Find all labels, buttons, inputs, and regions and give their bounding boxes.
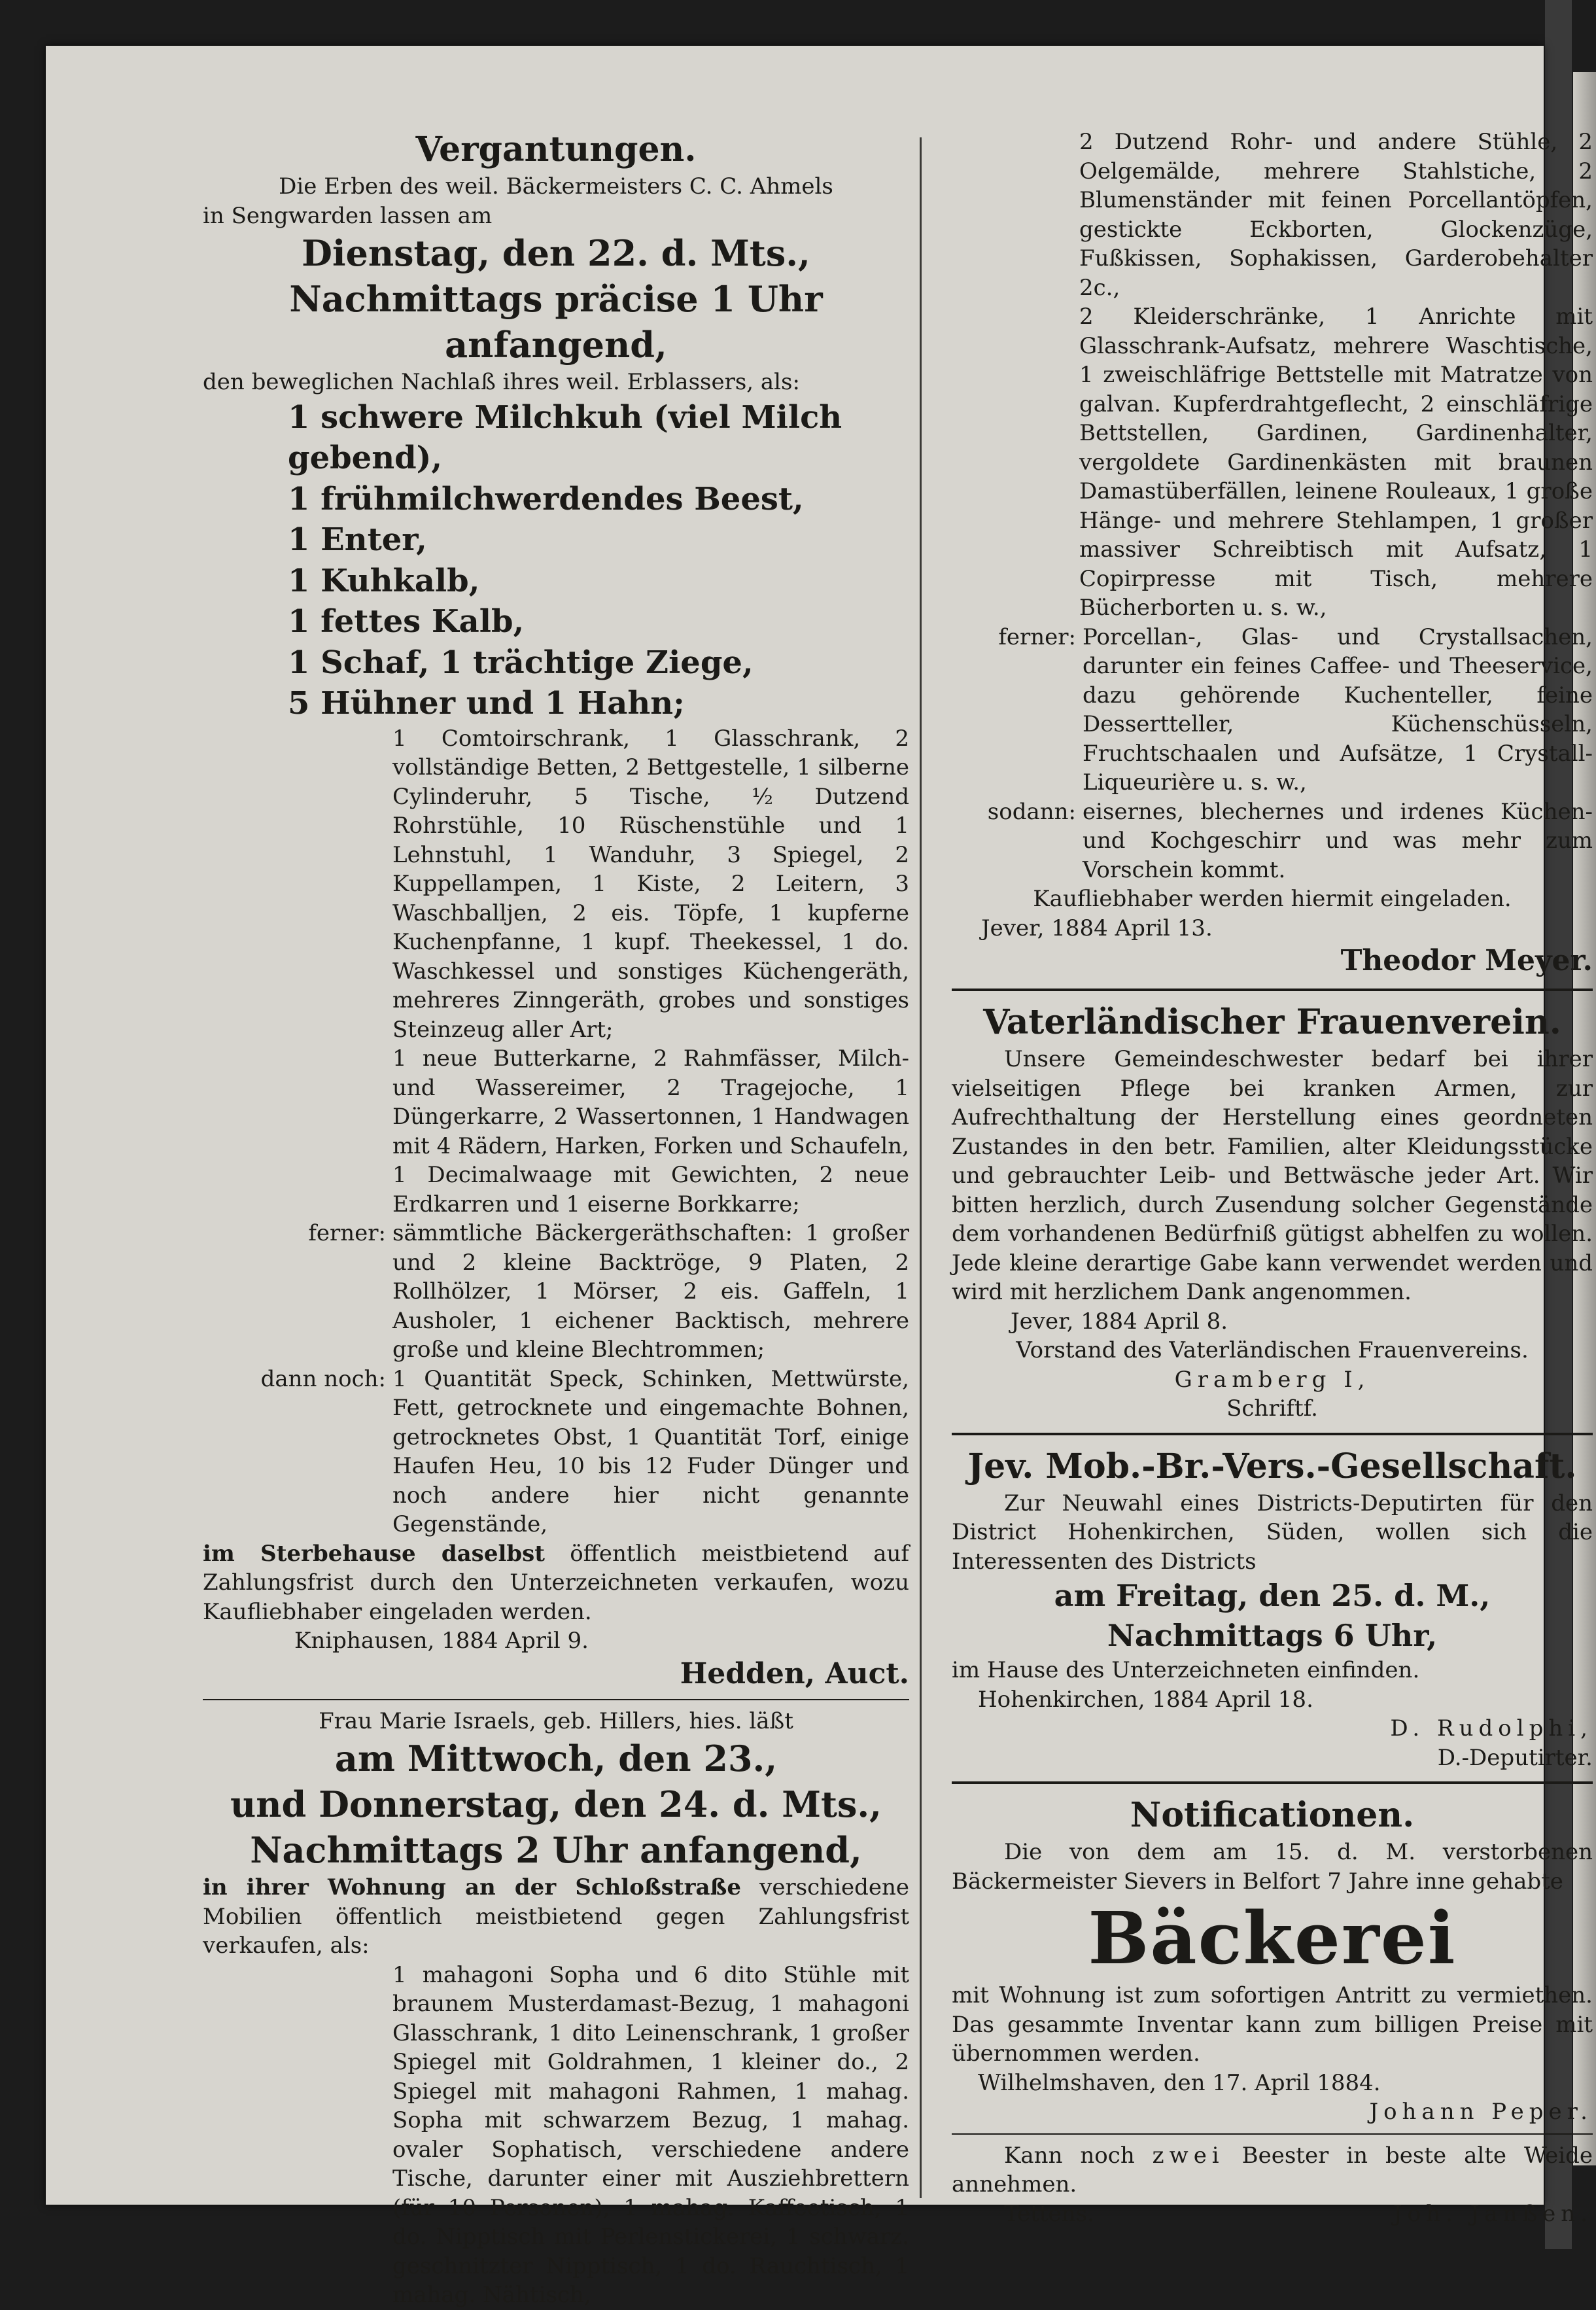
bakery-tools-list: sämmtliche Bäckergeräthschaften: 1 großer und 2 kleine Backtröge, 9 Platen, 2 Rollhölzer, 1 Mörser, 2 eis. Gaffeln, 1 Ausholer, 1 eichener Backtisch, mehrere große und kleine Blechtrommen; [392, 1220, 909, 1363]
meeting-date: am Freitag, den 25. d. M., [1054, 1578, 1491, 1613]
ferner-label: ferner: [998, 623, 1076, 650]
notice-body: Unsere Gemeindeschwester bedarf bei ihrer vielseitigen Pflege bei kranken Armen, zur Aufrechthaltung der Herstellung eines geordneten Zustandes in den betr. Familien, alter Kleidungsstücke und gebrauchter Leib- und Bettwäsche jeder Art. Wir bitten herzlich, durch Zusendung solcher Gegenstände dem vorhandenen Bedürfniß gütigst abhelfen zu wollen. Jede kleine derartige Gabe kann verwendet werden und wird mit herzlichem Dank angenommen. [952, 1046, 1593, 1305]
auction-notice-israels [203, 1707, 909, 2310]
place-date: Jever, 1884 April 13. [981, 915, 1213, 941]
sale-details [203, 1873, 909, 1961]
auction-date: Dienstag, den 22. d. Mts., [302, 232, 810, 274]
chairs-paintings-list: 2 Dutzend Rohr- und andere Stühle, 2 Oelgemälde, mehrere Stahlstiche, 2 Blumenständer mit feinen Porcellantöpfen, gestickte Eckborten, Glockenzüge, Fußkissen, Sophakissen, Garderobehalter 2c., [1079, 129, 1593, 301]
right-column [952, 128, 1593, 2228]
wardrobes-list: 2 Kleiderschränke, 1 Anrichte mit Glasschrank-Aufsatz, mehrere Waschtische, 1 zweischläfrige Bettstelle mit Matratze von galvan. Kupferdrahtgeflecht, 2 einschläfrige Bettstellen, Gardinen, Gardinenhalter, vergoldete Gardinenkästen mit braunen Damastüberfällen, leinene Rouleaux, 1 große Hänge- und mehrere Stehlampen, 1 großer massiver Schreibtisch mit Aufsatz, 1 Copirpresse mit Tisch, mehrere Bücherborten u. s. w., [1079, 304, 1593, 621]
notice-intro: Frau Marie Israels, geb. Hillers, hies. läßt [319, 1707, 793, 1734]
estate-lead: den beweglichen Nachlaß ihres weil. Erblassers, als: [203, 369, 800, 395]
deputy-role: D.-Deputirter. [1437, 1744, 1593, 1771]
notice-title: Vaterländischer Frauenverein. [983, 1002, 1561, 1042]
notice-intro-1: Die Erben des weil. Bäckermeisters C. C. Ahmels [279, 173, 833, 200]
porcelain-list: Porcellan-, Glas- und Crystallsachen, darunter ein feines Caffee- und Theeservice, dazu gehörende Kuchenteller, feine Dessertteller, Küchenschüsseln, Fruchtschaalen und Aufsätze, 1 Crystall-Liqueurière u. s. w., [1083, 623, 1593, 796]
notice-separator [952, 2133, 1593, 2135]
deputy-name: D. Rudolphi, [1390, 1715, 1593, 1741]
notice-separator [952, 1781, 1593, 1784]
column-divider [920, 137, 922, 2198]
auction-date-1: am Mittwoch, den 23., [334, 1738, 778, 1779]
livestock-list [203, 397, 909, 724]
secretary-role: Schriftf. [1226, 1395, 1318, 1422]
sodann-label: sodann: [987, 798, 1076, 825]
notifications-notice [952, 1793, 1593, 2127]
dann-noch-label: dann noch: [260, 1365, 386, 1392]
livestock-item: 1 Kuhkalb, [288, 562, 480, 599]
mobilien-list: 1 mahagoni Sopha und 6 dito Stühle mit braunem Musterdamast-Bezug, 1 mahagoni Glasschrank, 1 dito Leinenschrank, 1 großer Spiegel mit Goldrahmen, 1 kleiner do., 2 Spiegel mit mahagoni Rahmen, 1 mahag. Sopha mit schwarzem Bezug, 1 mahag. ovaler Sophatisch, verschiedene andere Tische, darunter einer mit Ausziehbrettern (für 10 Personen), 1 mahag. Kaffeetisch, 1 do. Nipptisch mit Perlenstickerei, 1 schwarz. geschnitzter Nipptisch, 1 do. Rauchtisch, 1 mahag. Nähtisch, [392, 1961, 909, 2308]
auction-notice-ahmels [203, 128, 909, 1692]
livestock-item: 1 Enter, [288, 521, 427, 558]
auction-notice-continued [952, 128, 1593, 979]
place-date: Kniphausen, 1884 April 9. [294, 1628, 589, 1654]
notice-body [952, 2141, 1593, 2199]
pasture-notice [952, 2141, 1593, 2229]
notice-title: Vergantungen. [415, 130, 697, 169]
meeting-time: Nachmittags 6 Uhr, [1107, 1618, 1438, 1653]
farm-tools-list: 1 neue Butterkarne, 2 Rahmfässer, Milch- und Wassereimer, 2 Tragejoche, 1 Düngerkarre, 2 Wassertonnen, 1 Handwagen mit 4 Rädern, Harken, Forken und Schaufeln, 1 Decimalwaage mit Gewichten, 2 neue Erdkarren und 1 eiserne Borkkarre; [392, 1045, 909, 1217]
sale-details-text: verschiedene Mobilien öffentlich meistbietend gegen Zahlungsfrist verkaufen, als: [203, 1874, 909, 1959]
furniture-list: 1 Comtoirschrank, 1 Glasschrank, 2 vollständige Betten, 2 Bettgestelle, 1 silberne Cylinderuhr, 5 Tische, ½ Dutzend Rohrstühle, 10 Rüschenstühle und 1 Lehnstuhl, 1 Wanduhr, 3 Spiegel, 2 Kuppellampen, 1 Kiste, 2 Leitern, 3 Waschballjen, 2 eis. Töpfe, 1 kupferne Kuchenpfanne, 1 kupf. Theekessel, 1 do. Waschkessel und sonstiges Küchengeräth, mehreres Zinngeräth, grobes und sonstiges Steinzeug aller Art; [392, 725, 909, 1043]
kitchenware-entry [952, 797, 1593, 885]
provisions-entry [203, 1365, 909, 1539]
notice-body-2: mit Wohnung ist zum sofortigen Antritt zu vermiethen. Das gesammte Inventar kann zum billigen Preise mit übernommen werden. [952, 1982, 1593, 2067]
ferner-label: ferner: [308, 1220, 386, 1246]
frauenverein-notice [952, 1000, 1593, 1424]
insurance-notice [952, 1444, 1593, 1773]
place-date: Jever, 1884 April 8. [1011, 1308, 1228, 1335]
signature-janssen: Joh. Janßen. [1393, 2200, 1593, 2227]
left-column [203, 128, 909, 2310]
signature-hedden: Hedden, Auct. [680, 1656, 909, 1690]
kitchenware-list: eisernes, blechernes und irdenes Küchen- und Kochgeschirr und was mehr zum Vorschein kommt. [1083, 798, 1593, 883]
notice-intro-2: in Sengwarden lassen am [203, 202, 493, 229]
signature-meyer: Theodor Meyer. [1340, 944, 1593, 977]
place-date: Wilhelmshaven, den 17. April 1884. [978, 2069, 1381, 2096]
livestock-item: 1 fettes Kalb, [288, 603, 525, 640]
notice-title: Jev. Mob.-Br.-Vers.-Gesellschaft. [967, 1446, 1577, 1486]
secretary-name: Gramberg I, [1174, 1366, 1370, 1393]
place-date: Hohenkirchen, 1884 April 18. [978, 1686, 1313, 1713]
auction-date-2: und Donnerstag, den 24. d. Mts., [230, 1783, 882, 1825]
notice-separator [203, 1699, 909, 1700]
livestock-item: 1 frühmilchwerdendes Beest, [288, 480, 804, 517]
meeting-location: im Hause des Unterzeichneten einfinden. [952, 1657, 1420, 1683]
auction-time: Nachmittags 2 Uhr anfangend, [250, 1829, 862, 1871]
livestock-item: 1 Schaf, 1 trächtige Ziege, [288, 644, 754, 681]
notice-title: Notificationen. [1130, 1795, 1415, 1835]
notice-body-post: Beester in beste alte Weide annehmen. [952, 2142, 1593, 2197]
newspaper-page [46, 46, 1593, 2308]
livestock-item: 5 Hühner und 1 Hahn; [288, 685, 685, 722]
notice-body-emph: zwei [1152, 2142, 1224, 2169]
auction-time: Nachmittags präcise 1 Uhr anfangend, [289, 278, 823, 366]
invitation: Kaufliebhaber werden hiermit eingeladen. [1033, 886, 1512, 912]
notice-body: Zur Neuwahl eines Districts-Deputirten für den District Hohenkirchen, Süden, wollen sich die Interessenten des Districts [952, 1490, 1593, 1575]
bakery-headline: Bäckerei [1088, 1896, 1457, 1980]
notice-body-pre: Kann noch [1004, 2142, 1153, 2169]
sale-terms [203, 1539, 909, 1627]
porcelain-entry [952, 623, 1593, 797]
board-name: Vorstand des Vaterländischen Frauenvereins. [1016, 1337, 1529, 1363]
sale-location: im Sterbehause daselbst [203, 1540, 545, 1567]
provisions-list: 1 Quantität Speck, Schinken, Mettwürste, Fett, getrocknete und eingemachte Bohnen, getrocknetes Obst, 1 Quantität Torf, einige Haufen Heu, 10 bis 12 Fuder Dünger und noch andere hier nicht genannte Gegenstände, [392, 1365, 909, 1537]
sale-location: in ihrer Wohnung an der Schloßstraße [203, 1874, 741, 1900]
place: Tettens. [1004, 2200, 1094, 2227]
signature-peper: Johann Peper. [1369, 2099, 1593, 2125]
sale-terms-text: öffentlich meistbietend auf Zahlungsfrist durch den Unterzeichneten verkaufen, wozu Kaufliebhaber eingeladen werden. [203, 1540, 909, 1625]
pasture-footer [952, 2199, 1593, 2229]
notice-separator [952, 1433, 1593, 1435]
notice-separator [952, 989, 1593, 991]
notice-body-1: Die von dem am 15. d. M. verstorbenen Bäckermeister Sievers in Belfort 7 Jahre inne gehabte [952, 1839, 1593, 1895]
livestock-item: 1 schwere Milchkuh (viel Milch gebend), [288, 398, 842, 476]
bakery-tools-entry [203, 1219, 909, 1365]
